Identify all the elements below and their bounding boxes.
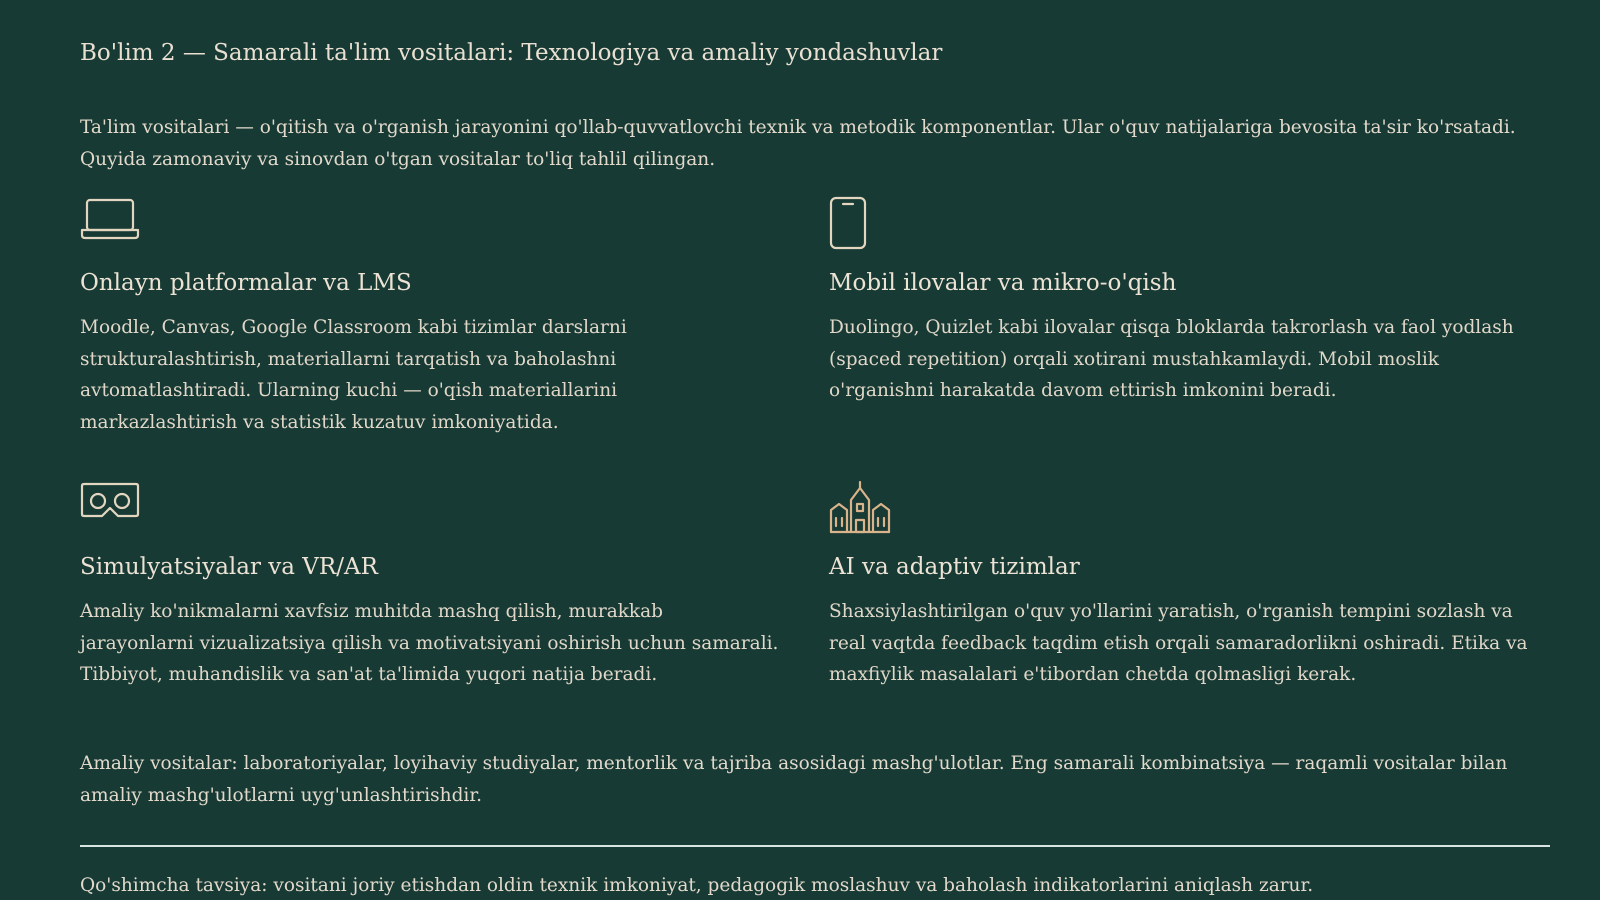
card-text: Moodle, Canvas, Google Classroom kabi tizimlar darslarni strukturalashtirish, materiallarni tarqatish va baholashni avtomatlashtiradi. Ularning kuchi — o'qish materiallarini markazlashtirish va statistik kuzatuv imkoniyatida. [80,317,627,433]
tool-card-ai-adaptive [829,480,1528,685]
intro-paragraph: Ta'lim vositalari — o'qitish va o'rganish jarayonini qo'llab-quvvatlovchi texnik va metodik komponentlar. Ular o'quv natijalariga bevosita ta'sir ko'rsatadi. Quyida zamonaviy va sinovdan o'tgan vositalar to'liq tahlil qilingan. [80,117,1516,170]
section-divider [80,845,1550,847]
card-title: Mobil ilovalar va mikro-o'qish [829,270,1177,296]
card-text: Shaxsiylashtirilgan o'quv yo'llarini yaratish, o'rganish tempini sozlash va real vaqtda feedback taqdim etish orqali samaradorlikni oshiradi. Etika va maxfiylik masalalari e'tibordan chetda qolmasligi kerak. [829,601,1528,685]
card-text: Duolingo, Quizlet kabi ilovalar qisqa bloklarda takrorlash va faol yodlash (spaced repetition) orqali xotirani mustahkamlaydi. Mobil moslik o'rganishni harakatda davom ettirish imkonini beradi. [829,317,1514,401]
tool-card-simulations-vr [80,480,779,685]
practical-tools-paragraph: Amaliy vositalar: laboratoriyalar, loyihaviy studiyalar, mentorlik va tajriba asosidagi mashg'ulotlar. Eng samarali kombinatsiya — raqamli vositalar bilan amaliy mashg'ulotlarni uyg'unlashtirishdir. [80,753,1508,806]
smartphone-icon [829,196,889,248]
tool-card-online-platforms [80,196,770,433]
vr-headset-icon [80,480,140,532]
section-title: Bo'lim 2 — Samarali ta'lim vositalari: Texnologiya va amaliy yondashuvlar [80,40,943,66]
card-title: Onlayn platformalar va LMS [80,270,412,296]
laptop-icon [80,196,140,248]
tool-card-mobile-apps [829,196,1519,401]
card-text: Amaliy ko'nikmalarni xavfsiz muhitda mashq qilish, murakkab jarayonlarni vizualizatsiya qilish va motivatsiyani oshirish uchun samarali. Tibbiyot, muhandislik va san'at ta'limida yuqori natija beradi. [80,601,779,685]
castle-icon [829,480,889,532]
card-title: AI va adaptiv tizimlar [829,554,1080,580]
card-title: Simulyatsiyalar va VR/AR [80,554,378,580]
additional-recommendation: Qo'shimcha tavsiya: vositani joriy etishdan oldin texnik imkoniyat, pedagogik moslashuv va baholash indikatorlarini aniqlash zarur. [80,875,1314,896]
